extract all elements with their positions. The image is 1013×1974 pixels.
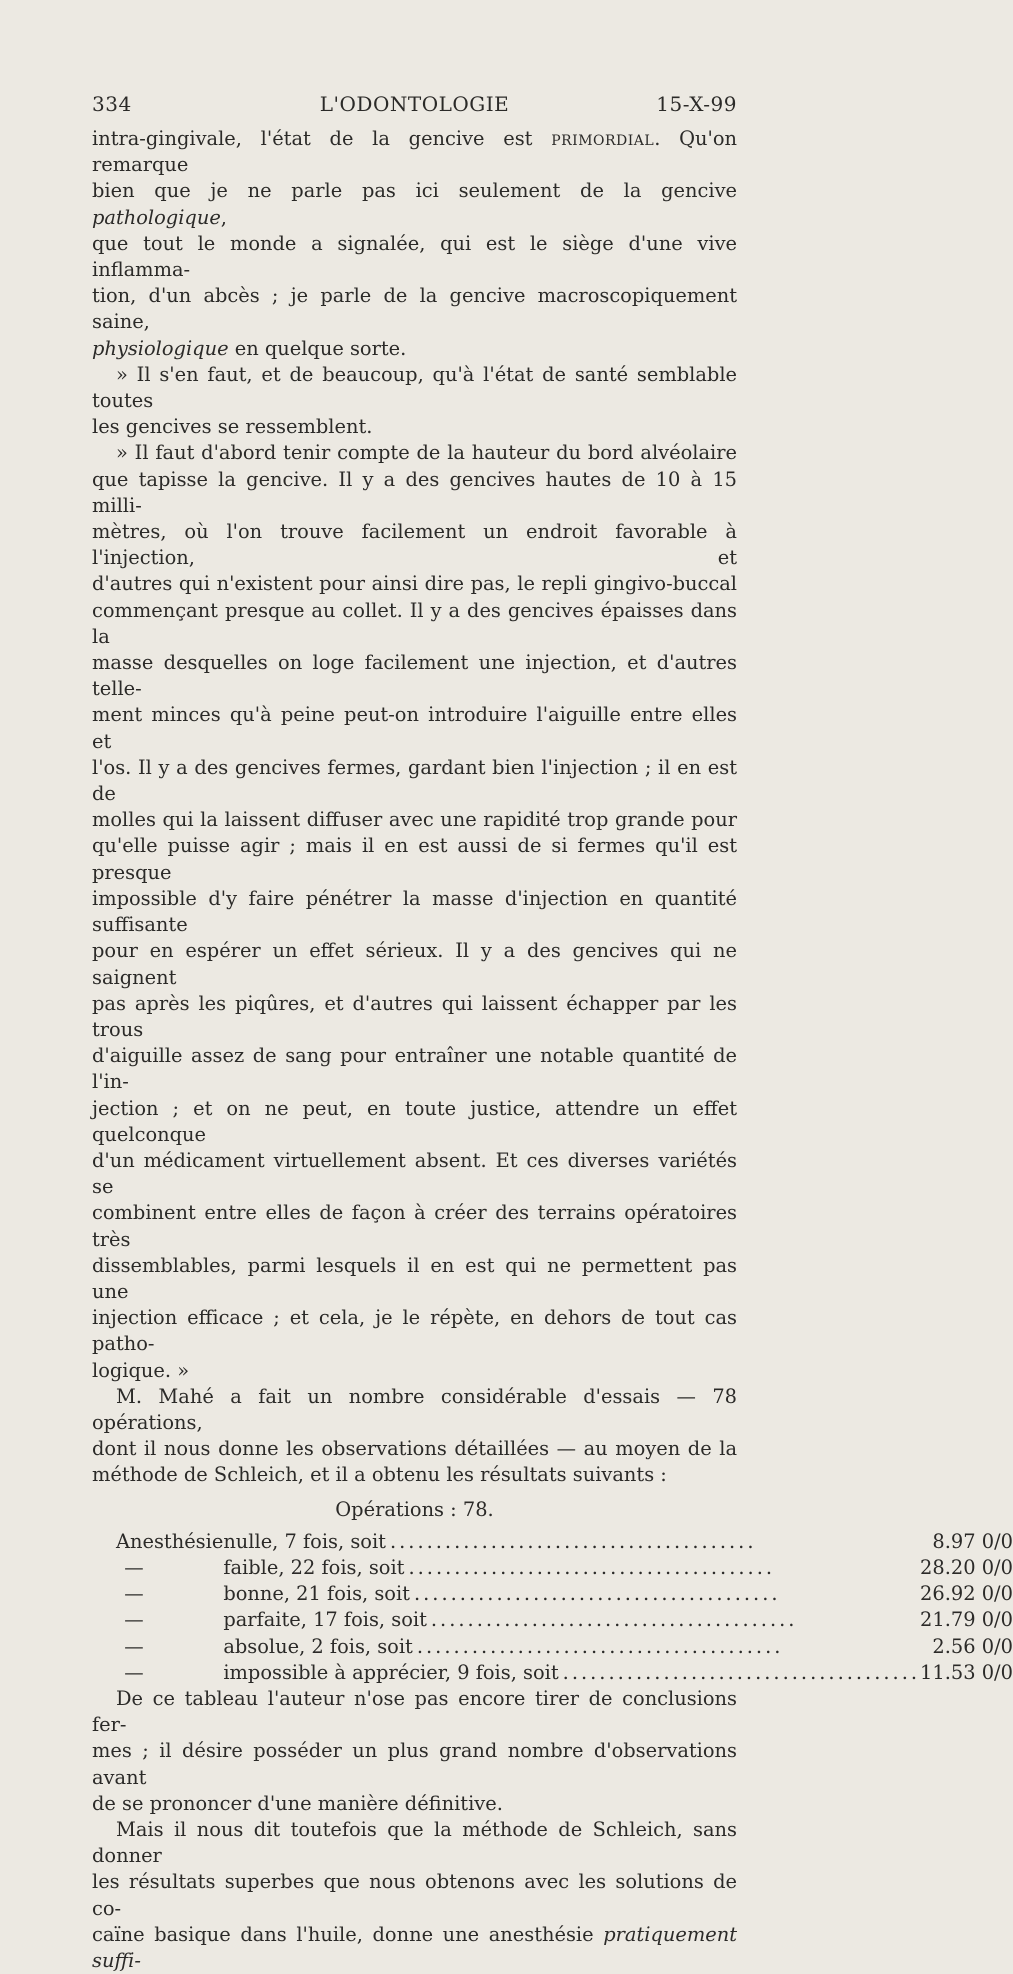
table-row (92, 1634, 1013, 1660)
row-prefix: Anesthésie (116, 1529, 224, 1553)
text-line: caïne basique dans l'huile, donne une anesthésie pratiquement suffi- (92, 1922, 737, 1973)
row-percentage: 26.92 0/0 (920, 1582, 1013, 1606)
row-label: nulle, 7 fois, soit ........................................ (223, 1529, 757, 1553)
row-label: impossible à apprécier, 9 fois, soit ....................................... (223, 1660, 921, 1684)
text-line: injection efficace ; et cela, je le répète, en dehors de tout cas patho- (92, 1306, 737, 1356)
text-line: méthode de Schleich, et il a obtenu les résultats suivants : (92, 1463, 667, 1487)
table-row (92, 1555, 1013, 1581)
text-line: d'un médicament virtuellement absent. Et ces diverses variétés se (92, 1148, 737, 1199)
text-line: d'aiguille assez de sang pour entraîner une notable quantité de l'in- (92, 1044, 737, 1094)
text-line: impossible d'y faire pénétrer la masse d'injection en quantité suffisante (92, 886, 737, 937)
paragraph-1 (92, 126, 737, 362)
row-percentage: 2.56 0/0 (932, 1634, 1013, 1658)
text-line: les gencives se ressemblent. (92, 415, 373, 439)
row-label: parfaite, 17 fois, soit ........................................ (223, 1608, 798, 1632)
text-line: » Il faut d'abord tenir compte de la hauteur du bord alvéolaire (116, 441, 737, 465)
table-caption: Opérations : 78. (335, 1497, 494, 1521)
paragraph-5 (92, 1686, 737, 1817)
paragraph-2 (92, 362, 737, 441)
row-prefix: — (124, 1660, 144, 1684)
text-line: ment minces qu'à peine peut-on introduire l'aiguille entre elles et (92, 703, 737, 753)
paragraph-3 (92, 440, 737, 1383)
row-prefix: — (124, 1634, 144, 1658)
row-label: faible, 22 fois, soit ........................................ (223, 1555, 776, 1579)
row-percentage: 11.53 0/0 (920, 1660, 1013, 1684)
row-label: absolue, 2 fois, soit ........................................ (223, 1634, 784, 1658)
row-percentage: 8.97 0/0 (932, 1529, 1013, 1553)
text-line: M. Mahé a fait un nombre considérable d'essais — 78 opérations, (92, 1384, 737, 1434)
text-line: pour en espérer un effet sérieux. Il y a des gencives qui ne saignent (92, 939, 737, 989)
table-row (92, 1607, 1013, 1633)
table-row (92, 1660, 1013, 1686)
table-row (92, 1529, 1013, 1555)
text-line: d'autres qui n'existent pour ainsi dire pas, le repli gingivo-buccal (92, 572, 737, 596)
text-line: commençant presque au collet. Il y a des gencives épaisses dans la (92, 598, 737, 648)
text-line: masse desquelles on loge facilement une injection, et d'autres telle- (92, 651, 737, 701)
text-line: bien que je ne parle pas ici seulement de la gencive pathologique, (92, 179, 737, 229)
paragraph-4 (92, 1384, 737, 1489)
row-prefix: — (124, 1608, 144, 1632)
running-header (92, 92, 737, 120)
text-line: intra-gingivale, l'état de la gencive est primordial. Qu'on remarque (92, 127, 737, 177)
text-line: molles qui la laissent diffuser avec une rapidité trop grande pour (92, 808, 737, 832)
row-label: bonne, 21 fois, soit ........................................ (223, 1582, 781, 1606)
paragraph-6 (92, 1817, 737, 1974)
text-line: mètres, où l'on trouve facilement un endroit favorable à l'injection, et (92, 520, 737, 570)
row-percentage: 28.20 0/0 (920, 1555, 1013, 1579)
text-line: mes ; il désire posséder un plus grand nombre d'observations avant (92, 1739, 737, 1789)
text-line: physiologique en quelque sorte. (92, 336, 407, 360)
journal-title: L'ODONTOLOGIE (319, 92, 510, 116)
row-prefix: — (124, 1555, 144, 1579)
text-line: De ce tableau l'auteur n'ose pas encore tirer de conclusions fer- (92, 1686, 737, 1737)
text-line: dont il nous donne les observations détaillées — au moyen de la (92, 1437, 737, 1461)
text-line: jection ; et on ne peut, en toute justice, attendre un effet quelconque (92, 1096, 737, 1146)
text-line: les résultats superbes que nous obtenons avec les solutions de co- (92, 1870, 737, 1920)
text-line: tion, d'un abcès ; je parle de la gencive macroscopiquement saine, (92, 284, 737, 334)
text-line: » Il s'en faut, et de beaucoup, qu'à l'état de santé semblable toutes (92, 362, 737, 413)
text-line: de se prononcer d'une manière définitive. (92, 1791, 503, 1815)
table-row (92, 1581, 1013, 1607)
text-line: que tout le monde a signalée, qui est le siège d'une vive inflamma- (92, 231, 737, 282)
body-text (92, 126, 1013, 1974)
row-percentage: 21.79 0/0 (920, 1608, 1013, 1632)
text-line: l'os. Il y a des gencives fermes, gardant bien l'injection ; il en est de (92, 755, 737, 806)
row-prefix: — (124, 1582, 144, 1606)
page-number: 334 (92, 92, 132, 116)
anesthesia-results-table (92, 1529, 1013, 1686)
text-line: dissemblables, parmi lesquels il en est qui ne permettent pas une (92, 1253, 737, 1303)
text-line: pas après les piqûres, et d'autres qui laissent échapper par les trous (92, 991, 737, 1041)
text-line: combinent entre elles de façon à créer des terrains opératoires très (92, 1201, 737, 1251)
text-line: que tapisse la gencive. Il y a des gencives hautes de 10 à 15 milli- (92, 467, 737, 517)
text-line: qu'elle puisse agir ; mais il en est aussi de si fermes qu'il est presque (92, 834, 737, 884)
text-line: logique. » (92, 1358, 190, 1382)
issue-date: 15-X-99 (656, 92, 737, 116)
text-line: Mais il nous dit toutefois que la méthode de Schleich, sans donner (92, 1818, 737, 1868)
